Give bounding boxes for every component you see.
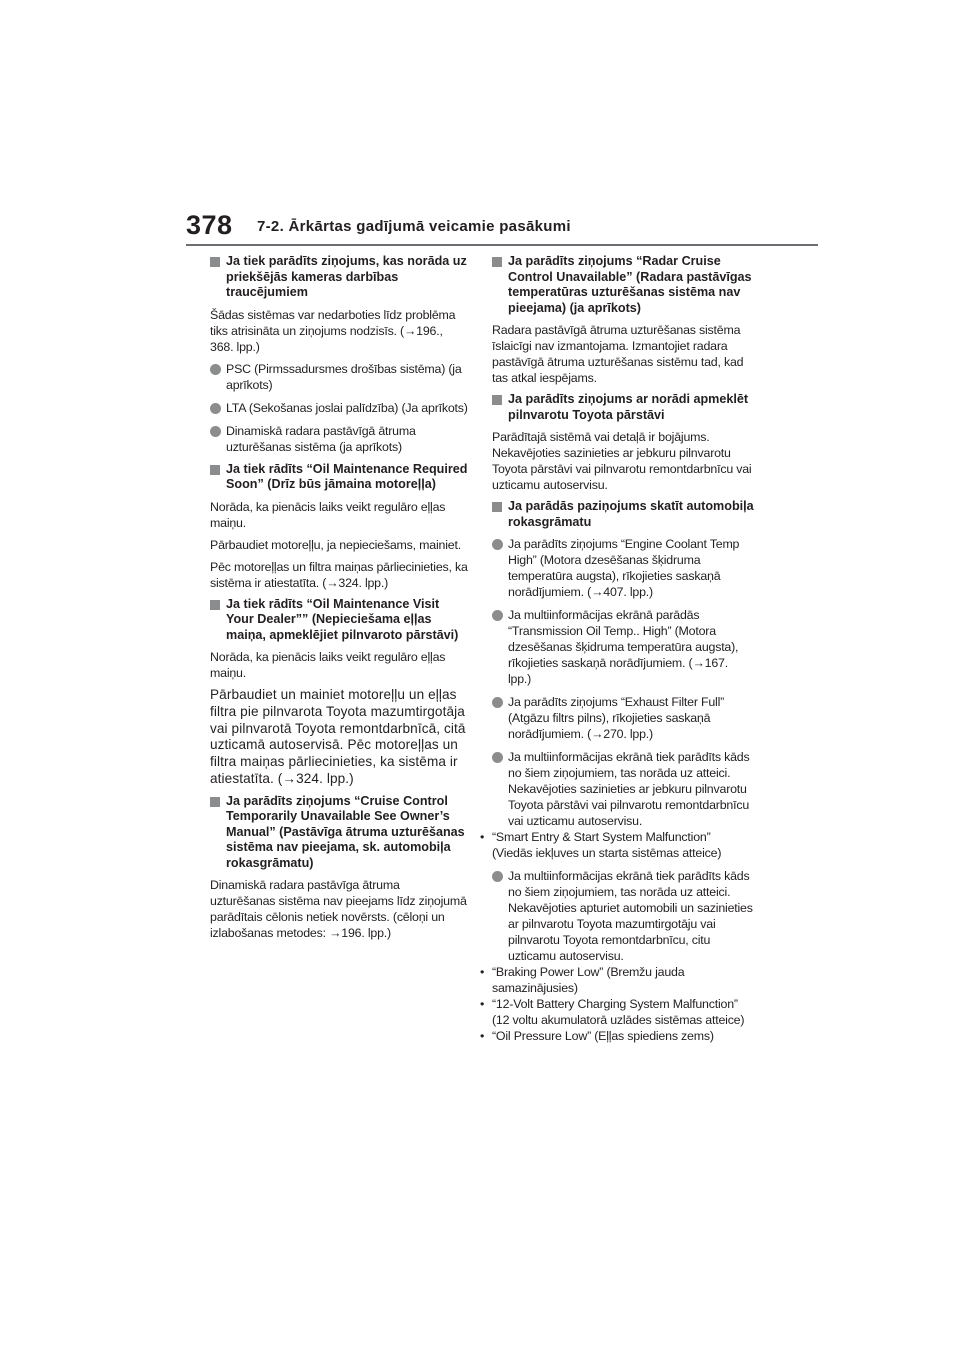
- bullet-item: [492, 607, 754, 687]
- dot-bullet-icon: •: [480, 997, 485, 1011]
- circle-bullet-icon: [210, 403, 221, 414]
- circle-bullet-icon: [492, 871, 503, 882]
- circle-bullet-icon: [492, 697, 503, 708]
- dot-bullet-icon: •: [480, 1029, 485, 1043]
- right-column: [480, 254, 754, 1051]
- paragraph: Norāda, ka pienācis laiks veikt regulāro eļļas maiņu.: [210, 499, 446, 530]
- bullet-group: [480, 749, 754, 861]
- paragraph: Radara pastāvīgā ātruma uzturēšanas sistēma īslaicīgi nav izmantojama. Izmantojiet radara pastāvīgā ātruma uzturēšanas sistēmu tad, kad tas atkal iespējams.: [492, 323, 744, 385]
- paragraph: Pārbaudiet un mainiet motoreļļu un eļļas filtra pie pilnvarota Toyota mazumtirgotāja vai pilnvarotā Toyota remontdarbnīcā, citā uzticamā autoservisā. Pēc motoreļļas un filtra maiņas pārliecinieties, ka sistēma ir atiestatīta. (→324. lpp.): [210, 687, 466, 786]
- list-item-text: “Smart Entry & Start System Malfunction” (Viedās iekļuves un starta sistēmas atteice): [492, 830, 722, 860]
- bullet-item: [492, 694, 754, 742]
- paragraph: Pēc motoreļļas un filtra maiņas pārliecinieties, ka sistēma ir atiestatīta. (→324. lpp.): [210, 559, 468, 590]
- bullet-item: [492, 868, 754, 964]
- section-heading: [492, 392, 754, 423]
- bullet-text: Ja multiinformācijas ekrānā tiek parādīts kāds no šiem ziņojumiem, tas norāda uz atteici. Nekavējoties sazinieties ar jebkuru pilnvarotu Toyota pārstāvi vai pilnvarotu remontdarbnīcu vai uzticamu autoservisu.: [508, 750, 750, 828]
- bullet-text: PSC (Pirmssadursmes drošības sistēma) (ja aprīkots): [226, 361, 462, 392]
- bullet-item: [210, 400, 468, 416]
- page-number: 378: [186, 210, 233, 240]
- left-column: [210, 254, 468, 947]
- circle-bullet-icon: [492, 752, 503, 763]
- paragraph: Šādas sistēmas var nedarboties līdz problēma tiks atrisināta un ziņojums nodzisīs. (→196., 368. lpp.): [210, 307, 456, 354]
- bullet-item: [210, 361, 468, 393]
- section-heading: [210, 597, 468, 644]
- paragraph: Pārbaudiet motoreļļu, ja nepieciešams, mainiet.: [210, 537, 461, 552]
- dot-bullet-icon: •: [480, 965, 485, 979]
- square-bullet-icon: [492, 395, 502, 405]
- heading-text: Ja tiek rādīts “Oil Maintenance Visit Your Dealer”” (Nepieciešama eļļas maiņa, apmeklējiet pilnvaroto pārstāvi): [226, 596, 459, 642]
- heading-text: Ja tiek rādīts “Oil Maintenance Required Soon” (Drīz būs jāmaina motoreļļa): [226, 461, 468, 491]
- bullet-text: Ja parādīts ziņojums “Engine Coolant Temp High” (Motora dzesēšanas šķidruma temperatūra augsta), rīkojieties saskaņā norādījumiem. (→407. lpp.): [508, 537, 740, 599]
- bullet-text: Ja multiinformācijas ekrānā parādās “Transmission Oil Temp.. High” (Motora dzesēšanas šķidruma temperatūra augsta), rīkojieties saskaņā norādījumiem. (→167. lpp.): [508, 608, 739, 686]
- bullet-item: [492, 749, 754, 829]
- dot-bullet-icon: •: [480, 830, 485, 844]
- paragraph: Norāda, ka pienācis laiks veikt regulāro eļļas maiņu.: [210, 650, 446, 680]
- section-heading: [210, 794, 468, 872]
- heading-text: Ja tiek parādīts ziņojums, kas norāda uz priekšējās kameras darbības traucējumiem: [226, 254, 467, 299]
- bullet-group: [480, 868, 754, 1044]
- section-title: 7-2. Ārkārtas gadījumā veicamie pasākumi: [257, 218, 571, 235]
- bullet-text: Ja parādīts ziņojums “Exhaust Filter Full” (Atgāzu filtrs pilns), rīkojieties saskaņā norādījumiem. (→270. lpp.): [508, 695, 725, 741]
- list-item: [476, 829, 754, 861]
- bullet-text: Dinamiskā radara pastāvīgā ātruma uzturēšanas sistēma (ja aprīkots): [226, 423, 416, 454]
- bullet-text: LTA (Sekošanas joslai palīdzība) (Ja aprīkots): [226, 400, 468, 415]
- square-bullet-icon: [210, 797, 220, 807]
- square-bullet-icon: [210, 600, 220, 610]
- circle-bullet-icon: [492, 539, 503, 550]
- heading-text: Ja parādīts ziņojums ar norādi apmeklēt pilnvarotu Toyota pārstāvi: [508, 392, 749, 422]
- bullet-item: [210, 423, 468, 455]
- list-item: [476, 964, 754, 996]
- list-item-text: “Braking Power Low” (Bremžu jauda samazinājusies): [492, 965, 685, 995]
- section-heading: [210, 254, 468, 301]
- square-bullet-icon: [210, 257, 220, 267]
- header-divider: [186, 244, 818, 246]
- circle-bullet-icon: [210, 426, 221, 437]
- heading-text: Ja parādīts ziņojums “Radar Cruise Control Unavailable” (Radara pastāvīgas temperatūras uzturēšanas sistēma nav pieejama) (ja aprīkots): [508, 254, 752, 315]
- square-bullet-icon: [210, 465, 220, 475]
- bullet-item: [492, 536, 754, 600]
- paragraph: Dinamiskā radara pastāvīga ātruma uzturēšanas sistēma nav pieejams līdz ziņojumā parādītais cēlonis netiek novērsts. (cēloņi un izlabošanas metodes: →196. lpp.): [210, 878, 467, 941]
- bullet-text: Ja multiinformācijas ekrānā tiek parādīts kāds no šiem ziņojumiem, tas norāda uz atteici. Nekavējoties apturiet automobili un sazinieties ar pilnvarotu Toyota mazumtirgotāju vai pilnvarotu Toyota remontdarbnīcu, citu uzticamu autoservisu.: [508, 869, 753, 963]
- square-bullet-icon: [492, 257, 502, 267]
- list-item: [476, 996, 754, 1028]
- section-heading: [210, 462, 468, 493]
- list-item-text: “Oil Pressure Low” (Eļļas spiediens zems): [492, 1029, 714, 1043]
- section-heading: [492, 254, 754, 316]
- circle-bullet-icon: [492, 610, 503, 621]
- list-item-text: “12-Volt Battery Charging System Malfunction” (12 voltu akumulatorā uzlādes sistēmas atteice): [492, 997, 745, 1027]
- section-heading: [492, 499, 754, 530]
- circle-bullet-icon: [210, 364, 221, 375]
- heading-text: Ja parādās paziņojums skatīt automobiļa rokasgrāmatu: [508, 499, 754, 529]
- square-bullet-icon: [492, 502, 502, 512]
- paragraph: Parādītajā sistēmā vai detaļā ir bojājums. Nekavējoties sazinieties ar jebkuru pilnvarotu Toyota pārstāvi vai pilnvarotu remontdarbnīcu vai uzticamu autoservisu.: [492, 430, 752, 492]
- list-item: [476, 1028, 754, 1044]
- heading-text: Ja parādīts ziņojums “Cruise Control Temporarily Unavailable See Owner’s Manual” (Pastāvīga ātruma uzturēšanas sistēma nav pieejama, sk. automobiļa rokasgrāmatu): [226, 793, 465, 870]
